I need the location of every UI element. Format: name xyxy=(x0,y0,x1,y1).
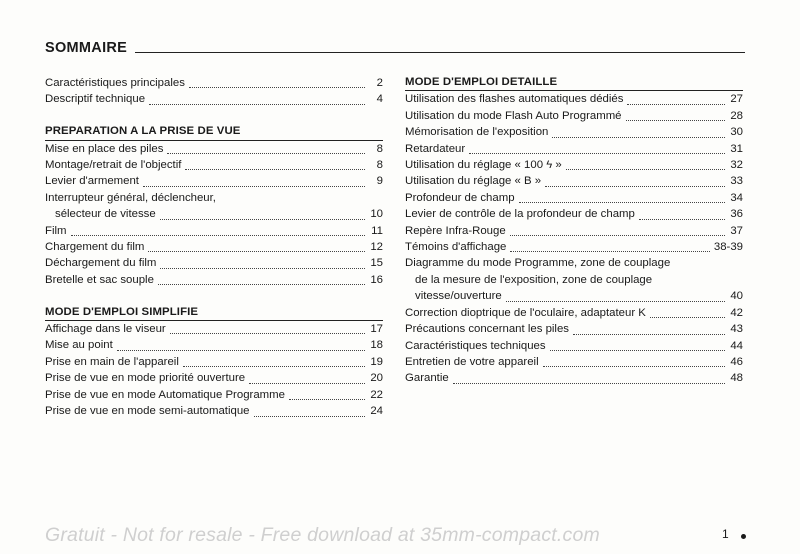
toc-entry-label: Levier de contrôle de la profondeur de champ xyxy=(405,208,635,221)
toc-entry-label: Bretelle et sac souple xyxy=(45,273,154,286)
toc-entry xyxy=(45,321,383,337)
toc-entry xyxy=(405,157,743,173)
dot-leader xyxy=(149,104,365,105)
dot-leader xyxy=(170,333,365,334)
toc-entry-label: Témoins d'affichage xyxy=(405,241,507,254)
toc-entry-page: 8 xyxy=(376,142,383,155)
toc-entry-page: 31 xyxy=(730,142,743,155)
toc-entry-page: 27 xyxy=(730,93,743,106)
toc-entry-page: 4 xyxy=(376,93,383,106)
toc-entry-page: 12 xyxy=(370,241,383,254)
dot-leader xyxy=(160,219,365,220)
toc-entry xyxy=(45,272,383,288)
toc-entry xyxy=(405,173,743,189)
toc-entry-page: 44 xyxy=(730,339,743,352)
toc-entry-label: Descriptif technique xyxy=(45,93,146,106)
title-row xyxy=(45,36,745,56)
dot-leader xyxy=(249,383,365,384)
toc-entry-label: Montage/retrait de l'objectif xyxy=(45,159,182,172)
page-title: SOMMAIRE xyxy=(45,40,128,56)
dot-leader xyxy=(189,87,365,88)
toc-entry-page: 18 xyxy=(370,339,383,352)
toc-entry xyxy=(405,370,743,386)
toc-entry-label-continued: de la mesure de l'exposition, zone de couplage xyxy=(415,273,653,286)
toc-entry xyxy=(405,255,743,304)
toc-entry xyxy=(45,141,383,157)
toc-entry-page: 36 xyxy=(730,208,743,221)
dot-leader xyxy=(639,219,725,220)
dot-leader xyxy=(453,383,725,384)
toc-entry-page: 48 xyxy=(730,372,743,385)
toc-entry-label: Levier d'armement xyxy=(45,175,139,188)
toc-entry xyxy=(45,91,383,107)
toc-entry-label: Profondeur de champ xyxy=(405,191,515,204)
dot-leader xyxy=(510,251,709,252)
toc-entry-label-continued: sélecteur de vitesse xyxy=(55,208,156,221)
dot-leader xyxy=(552,137,725,138)
toc-section xyxy=(45,124,383,288)
dot-leader xyxy=(566,169,725,170)
dot-leader xyxy=(183,366,365,367)
toc-entry-page: 15 xyxy=(370,257,383,270)
toc-entry xyxy=(45,337,383,353)
toc-section xyxy=(45,305,383,420)
toc-entry xyxy=(405,190,743,206)
toc-entry-label: Utilisation des flashes automatiques dédiés xyxy=(405,93,624,106)
toc-entry xyxy=(405,321,743,337)
toc-entry-page: 2 xyxy=(376,77,383,89)
toc-entry-label: Précautions concernant les piles xyxy=(405,323,569,336)
dot-leader xyxy=(573,334,725,335)
toc-entry xyxy=(45,157,383,173)
toc-entry-label: Déchargement du film xyxy=(45,257,157,270)
toc-entry xyxy=(405,124,743,140)
toc-entry-page: 42 xyxy=(730,306,743,319)
dot-leader xyxy=(71,235,365,236)
toc-entry-page: 37 xyxy=(730,224,743,237)
toc-entry-page: 34 xyxy=(730,191,743,204)
toc-entry-page: 38-39 xyxy=(713,241,743,254)
dot-leader xyxy=(143,186,365,187)
dot-leader xyxy=(519,202,725,203)
toc-entry xyxy=(405,239,743,255)
toc-entry xyxy=(45,354,383,370)
toc-entry-label: Entretien de votre appareil xyxy=(405,355,539,368)
toc-entry-page: 30 xyxy=(730,126,743,139)
toc-entry-page: 32 xyxy=(730,159,743,172)
toc-entry xyxy=(405,338,743,354)
toc-entry xyxy=(405,223,743,239)
toc-entry xyxy=(45,239,383,255)
toc-entry-label: Chargement du film xyxy=(45,241,145,254)
dot-leader xyxy=(185,169,365,170)
toc-entry xyxy=(45,190,383,223)
toc-entry xyxy=(45,75,383,91)
dot-leader xyxy=(550,350,725,351)
toc-entry-label: Prise de vue en mode semi-automatique xyxy=(45,405,250,418)
dot-leader xyxy=(469,153,725,154)
dot-leader xyxy=(626,120,725,121)
toc-entry-label: Caractéristiques principales xyxy=(45,77,185,89)
title-rule xyxy=(135,52,745,53)
dot-leader xyxy=(289,399,365,400)
dot-leader xyxy=(158,284,365,285)
dot-leader xyxy=(117,350,365,351)
toc-entry xyxy=(45,223,383,239)
page-dot-icon xyxy=(741,534,746,539)
toc-section xyxy=(45,75,383,108)
toc-entry xyxy=(405,354,743,370)
left-column xyxy=(45,75,383,436)
toc-entry-page: 17 xyxy=(370,323,383,336)
dot-leader xyxy=(543,366,725,367)
toc-entry-page: 28 xyxy=(730,109,743,122)
toc-entry-label-continued: vitesse/ouverture xyxy=(415,290,502,303)
toc-entry xyxy=(405,141,743,157)
toc-entry-label: Film xyxy=(45,224,67,237)
toc-entry-page: 24 xyxy=(370,405,383,418)
toc-entry-page: 20 xyxy=(370,372,383,385)
toc-entry xyxy=(405,108,743,124)
toc-entry-page: 11 xyxy=(371,224,383,237)
toc-entry-page: 40 xyxy=(730,290,743,303)
toc-entry xyxy=(45,387,383,403)
toc-entry-label: Affichage dans le viseur xyxy=(45,323,166,336)
toc-entry xyxy=(405,206,743,222)
toc-entry-page: 46 xyxy=(730,355,743,368)
toc-entry-page: 9 xyxy=(376,175,383,188)
toc-entry-label: Mise en place des piles xyxy=(45,142,164,155)
toc-section xyxy=(405,75,743,387)
dot-leader xyxy=(510,235,725,236)
toc-entry-label: Prise de vue en mode Automatique Programme xyxy=(45,388,285,401)
toc-entry-label: Garantie xyxy=(405,372,449,385)
toc-entry-label: Diagramme du mode Programme, zone de couplage xyxy=(405,257,671,270)
section-heading: MODE D'EMPLOI DETAILLE xyxy=(405,75,743,91)
toc-entry-label: Mise au point xyxy=(45,339,113,352)
section-heading: MODE D'EMPLOI SIMPLIFIE xyxy=(45,305,383,321)
toc-entry xyxy=(45,255,383,271)
dot-leader xyxy=(506,301,725,302)
toc-entry-page: 16 xyxy=(370,273,383,286)
dot-leader xyxy=(650,317,725,318)
toc-entry-label: Retardateur xyxy=(405,142,466,155)
toc-entry xyxy=(405,91,743,107)
toc-entry-label: Repère Infra-Rouge xyxy=(405,224,506,237)
toc-entry-page: 33 xyxy=(730,175,743,188)
dot-leader xyxy=(167,153,365,154)
dot-leader xyxy=(545,186,725,187)
dot-leader xyxy=(254,416,365,417)
right-column xyxy=(405,75,743,403)
toc-entry xyxy=(45,370,383,386)
dot-leader xyxy=(148,251,365,252)
toc-entry-label: Caractéristiques techniques xyxy=(405,339,546,352)
toc-entry-page: 22 xyxy=(370,388,383,401)
toc-entry xyxy=(45,173,383,189)
dot-leader xyxy=(627,104,725,105)
toc-entry-page: 19 xyxy=(370,355,383,368)
toc-entry-page: 43 xyxy=(730,323,743,336)
toc-entry xyxy=(45,403,383,419)
toc-entry-label: Utilisation du réglage « B » xyxy=(405,175,542,188)
toc-entry-page: 8 xyxy=(376,159,383,172)
section-heading: PREPARATION A LA PRISE DE VUE xyxy=(45,124,383,140)
dot-leader xyxy=(160,268,365,269)
toc-entry-label: Utilisation du réglage « 100 ϟ » xyxy=(405,159,562,172)
toc-entry xyxy=(405,305,743,321)
watermark-text: Gratuit - Not for resale - Free download at 35mm-compact.com xyxy=(45,524,600,546)
toc-entry-label: Interrupteur général, déclencheur, xyxy=(45,191,216,204)
toc-entry-label: Correction dioptrique de l'oculaire, adaptateur K xyxy=(405,306,646,319)
toc-entry-label: Mémorisation de l'exposition xyxy=(405,126,549,139)
toc-entry-label: Prise de vue en mode priorité ouverture xyxy=(45,372,246,385)
page-number: 1 xyxy=(722,527,729,541)
toc-entry-page: 10 xyxy=(370,208,383,221)
toc-entry-label: Prise en main de l'appareil xyxy=(45,355,179,368)
toc-entry-label: Utilisation du mode Flash Auto Programmé xyxy=(405,109,622,122)
